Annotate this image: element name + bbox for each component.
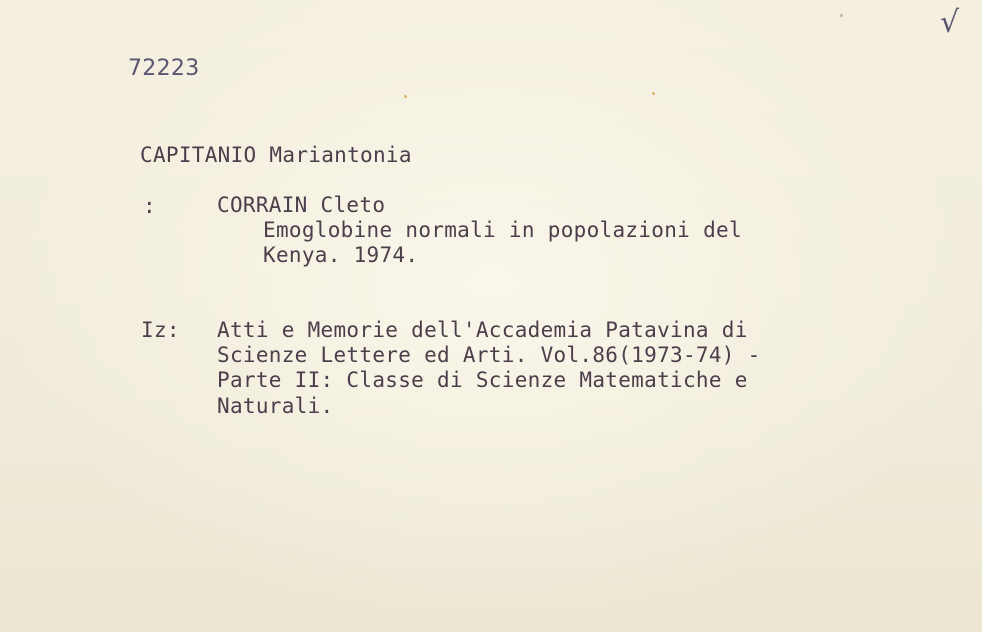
source-line: Scienze Lettere ed Arti. Vol.86(1973-74) - — [217, 343, 761, 367]
source-line: Naturali. — [217, 394, 334, 418]
title-line: Kenya. 1974. — [263, 243, 419, 267]
paper-speck — [652, 92, 655, 95]
source-label: Iz: — [141, 318, 180, 342]
title-line: Emoglobine normali in popolazioni del — [263, 218, 742, 242]
coauthor-name: CORRAIN Cleto — [217, 193, 386, 217]
accession-number: 72223 — [128, 56, 200, 81]
paper-speck — [404, 95, 407, 98]
source-line: Parte II: Classe di Scienze Matematiche e — [217, 368, 748, 392]
source-line: Atti e Memorie dell'Accademia Patavina di — [217, 318, 748, 342]
coauthor-marker: : — [143, 194, 156, 218]
check-mark-icon: √ — [940, 5, 960, 40]
author-name: CAPITANIO Mariantonia — [140, 143, 412, 167]
paper-speck — [840, 14, 843, 17]
